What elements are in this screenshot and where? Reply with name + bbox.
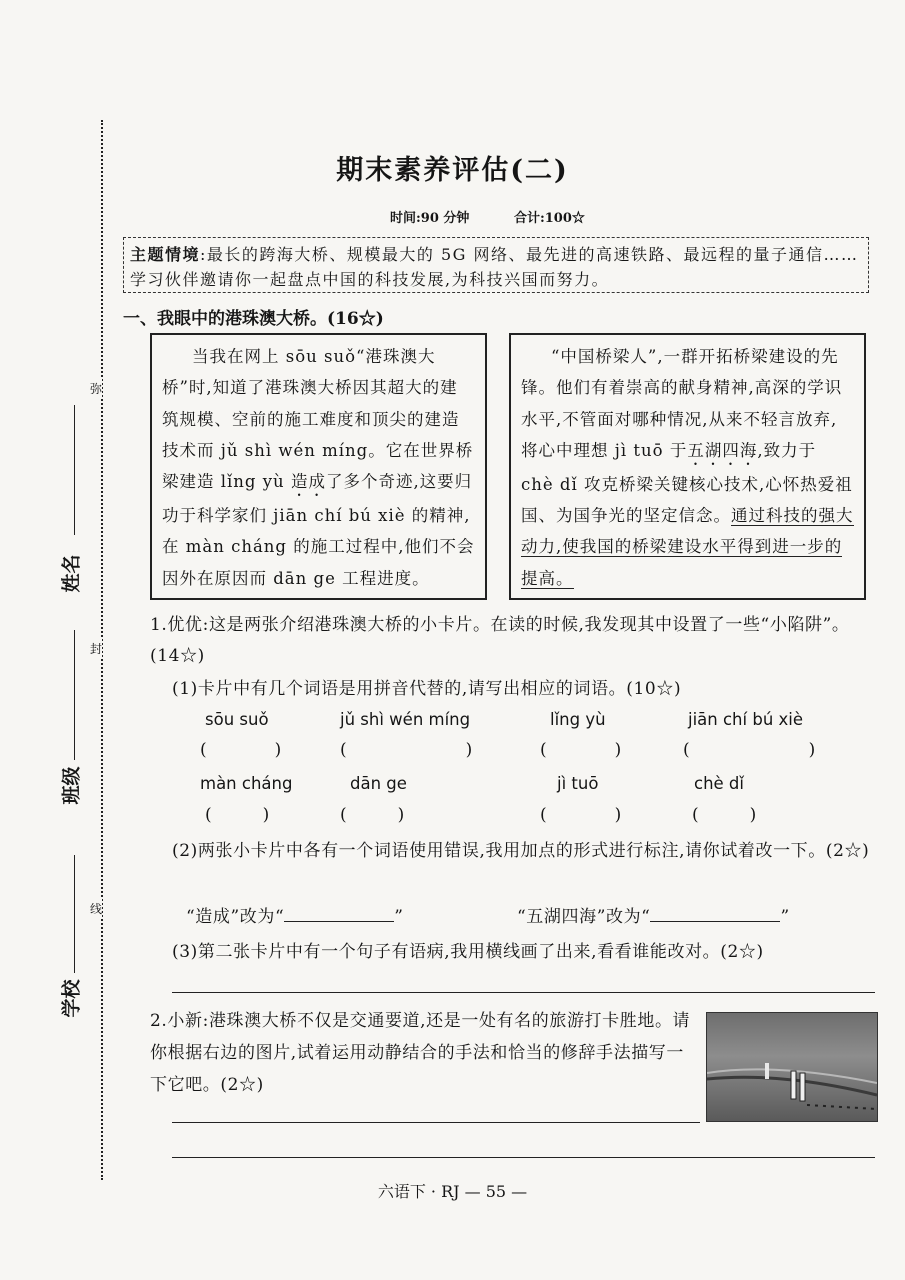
question-2-stem: 2.小新:港珠澳大桥不仅是交通要道,还是一处有名的旅游打卡胜地。请你根据右边的图片,试着运用动静结合的手法和恰当的修辞手法描写一下它吧。(2☆) xyxy=(150,1011,691,1095)
fix-2-prefix: “五湖四海”改为“ xyxy=(517,907,651,927)
fix-2-blank[interactable] xyxy=(650,905,780,922)
pinyin-6: dān ge xyxy=(350,774,407,793)
question-1-sub2: (2)两张小卡片中各有一个词语使用错误,我用加点的形式进行标注,请你试着改一下。(2☆) xyxy=(172,841,870,861)
fix-1-blank[interactable] xyxy=(284,905,394,922)
answer-paren-7[interactable]: ( ) xyxy=(540,805,622,825)
card-1-dotted-word: 造成 xyxy=(290,472,326,492)
binding-mark-mi: 弥 xyxy=(90,378,102,399)
theme-text: :最长的跨海大桥、规模最大的 5G 网络、最先进的高速铁路、最远程的量子通信……学习伙伴邀请你一起盘点中国的科技发展,为科技兴国而努力。 xyxy=(130,245,859,289)
card-2-text-b: ,致力于 chè dǐ 攻克桥梁关键核心技术,心怀热爱祖国、为国争光的坚定信念。 xyxy=(521,440,853,526)
fix-1-prefix: “造成”改为“ xyxy=(186,907,285,927)
bridge-photo xyxy=(706,1012,878,1122)
pinyin-7: jì tuō xyxy=(557,774,599,793)
card-1-text-a: 当我在网上 sōu suǒ“港珠澳大桥”时,知道了港珠澳大桥因其超大的建筑规模、空前的施工难度和顶尖的建造技术而 jǔ shì wén míng。它在世界桥梁建造 lǐng yù xyxy=(162,347,474,492)
pinyin-5: màn cháng xyxy=(200,774,293,793)
card-2-underlined-sentence: 通过科技的强大动力,使我国的桥梁建设水平得到进一步的提高。 xyxy=(521,506,854,588)
answer-paren-1[interactable]: ( ) xyxy=(200,740,282,760)
theme-box xyxy=(123,237,869,293)
fix-1-suffix: ” xyxy=(394,907,404,927)
question-1-stem: 1.优优:这是两张介绍港珠澳大桥的小卡片。在读的时候,我发现其中设置了一些“小陷阱”。(14☆) xyxy=(150,615,850,666)
answer-line-q2-1[interactable] xyxy=(172,1122,700,1123)
pinyin-4: jiān chí bú xiè xyxy=(688,710,804,729)
exam-total: 合计:100☆ xyxy=(513,211,585,226)
answer-line-q2-2[interactable] xyxy=(172,1157,875,1158)
pinyin-3: lǐng yù xyxy=(550,710,606,729)
pinyin-2: jǔ shì wén míng xyxy=(340,710,471,729)
fix-2 xyxy=(517,902,790,933)
answer-paren-4[interactable]: ( ) xyxy=(683,740,816,760)
card-2 xyxy=(509,333,866,600)
card-2-text-a: “中国桥梁人”,一群开拓桥梁建设的先锋。他们有着崇高的献身精神,高深的学识水平,不管面对哪种情况,从来不轻言放弃,将心中理想 jì tuō 于 xyxy=(521,347,843,460)
name-write-line[interactable] xyxy=(74,405,75,535)
answer-paren-3[interactable]: ( ) xyxy=(540,740,622,760)
fix-2-suffix: ” xyxy=(780,907,790,927)
question-1-sub1: (1)卡片中有几个词语是用拼音代替的,请写出相应的词语。(10☆) xyxy=(172,679,682,699)
pinyin-1: sōu suǒ xyxy=(205,710,269,729)
section-1-heading: 一、我眼中的港珠澳大桥。(16☆) xyxy=(123,309,384,329)
card-1 xyxy=(150,333,487,600)
exam-time: 时间:90 分钟 xyxy=(390,211,470,226)
name-label: 姓名 xyxy=(60,554,83,593)
answer-paren-6[interactable]: ( ) xyxy=(340,805,405,825)
school-label: 学校 xyxy=(60,979,83,1018)
page-title: 期末素养评估(二) xyxy=(336,155,569,186)
class-label: 班级 xyxy=(60,766,83,805)
answer-line-sub3[interactable] xyxy=(172,992,875,993)
page-footer: 六语下 · RJ — 55 — xyxy=(377,1182,528,1201)
exam-meta xyxy=(390,207,625,226)
answer-paren-5[interactable]: ( ) xyxy=(205,805,270,825)
theme-label: 主题情境 xyxy=(130,245,201,264)
question-1-sub3: (3)第二张卡片中有一个句子有语病,我用横线画了出来,看看谁能改对。(2☆) xyxy=(172,942,764,962)
answer-paren-8[interactable]: ( ) xyxy=(692,805,757,825)
fix-1 xyxy=(186,902,404,933)
card-2-dotted-word: 五湖四海 xyxy=(687,440,758,460)
school-write-line[interactable] xyxy=(74,855,75,973)
binding-mark-feng: 封 xyxy=(90,638,102,659)
card-1-text-b: 了多个奇迹,这要归功于科学家们 jiān chí bú xiè 的精神,在 màn cháng 的施工过程中,他们不会因外在原因而 dān ge 工程进度。 xyxy=(162,472,475,588)
answer-paren-2[interactable]: ( ) xyxy=(340,740,473,760)
class-write-line[interactable] xyxy=(74,630,75,760)
binding-mark-xian: 线 xyxy=(90,898,102,919)
bridge-photo-drawing xyxy=(707,1013,877,1121)
pinyin-8: chè dǐ xyxy=(694,774,744,793)
